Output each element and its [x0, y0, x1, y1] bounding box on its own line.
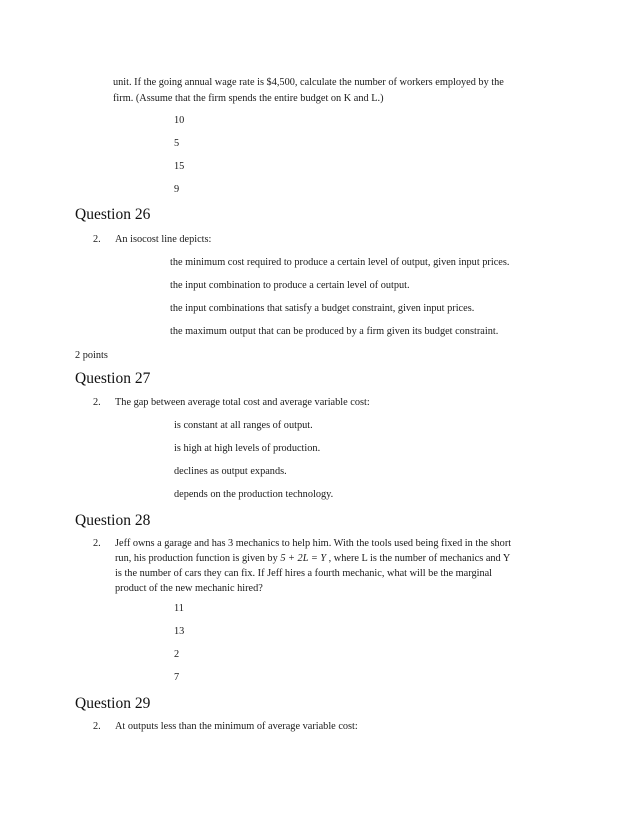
- question-28-stem-line2: [115, 551, 510, 567]
- question-29-number: 2.: [93, 721, 101, 732]
- prev-question-stem-line1: unit. If the going annual wage rate is $4,500, calculate the number of workers employed by the: [113, 77, 504, 88]
- q28-production-function: 5 + 2L = Y: [280, 553, 327, 564]
- prev-option-4[interactable]: 9: [174, 184, 180, 195]
- q26-option-1[interactable]: the minimum cost required to produce a certain level of output, given input prices.: [170, 257, 510, 268]
- question-28-heading: Question 28: [75, 512, 151, 529]
- prev-question-stem-line2: firm. (Assume that the firm spends the entire budget on K and L.): [113, 93, 384, 104]
- q26-option-3[interactable]: the input combinations that satisfy a budget constraint, given input prices.: [170, 303, 475, 314]
- prev-option-2[interactable]: 5: [174, 138, 180, 149]
- q26-option-2[interactable]: the input combination to produce a certain level of output.: [170, 280, 410, 291]
- question-29-heading: Question 29: [75, 695, 151, 712]
- q28-option-3[interactable]: 2: [174, 649, 180, 660]
- question-28-stem-line3: is the number of cars they can fix. If Jeff hires a fourth mechanic, what will be the marginal: [115, 568, 493, 579]
- q27-option-2[interactable]: is high at high levels of production.: [174, 443, 321, 454]
- question-27-number: 2.: [93, 397, 101, 408]
- question-26-stem-row: [93, 232, 211, 248]
- q27-option-3[interactable]: declines as output expands.: [174, 466, 287, 477]
- q28-option-4[interactable]: 7: [174, 672, 180, 683]
- question-28-stem-line1: Jeff owns a garage and has 3 mechanics to help him. With the tools used being fixed in the short: [115, 538, 512, 549]
- q28-option-2[interactable]: 13: [174, 626, 185, 637]
- question-27-stem: The gap between average total cost and average variable cost:: [115, 397, 370, 408]
- q26-option-4[interactable]: the maximum output that can be produced by a firm given its budget constraint.: [170, 326, 499, 337]
- question-27-stem-row: [93, 395, 370, 411]
- q27-option-1[interactable]: is constant at all ranges of output.: [174, 420, 313, 431]
- question-26-number: 2.: [93, 234, 101, 245]
- question-29-stem-row: [93, 719, 358, 735]
- question-29-stem: At outputs less than the minimum of average variable cost:: [115, 721, 358, 732]
- question-28-number: 2.: [93, 538, 101, 549]
- prev-option-1[interactable]: 10: [174, 115, 185, 126]
- question-28-stem-line4: product of the new mechanic hired?: [115, 583, 263, 594]
- q28-stem-line2-post: , where L is the number of mechanics and Y: [326, 553, 511, 564]
- q28-stem-line2-pre: run, his production function is given by: [115, 553, 281, 564]
- question-26-heading: Question 26: [75, 206, 151, 223]
- q26-points: 2 points: [75, 350, 108, 361]
- question-28-stem-row1: [93, 536, 511, 552]
- q28-option-1[interactable]: 11: [174, 603, 184, 614]
- question-26-stem: An isocost line depicts:: [115, 234, 212, 245]
- question-27-heading: Question 27: [75, 370, 151, 387]
- q27-option-4[interactable]: depends on the production technology.: [174, 489, 334, 500]
- prev-option-3[interactable]: 15: [174, 161, 185, 172]
